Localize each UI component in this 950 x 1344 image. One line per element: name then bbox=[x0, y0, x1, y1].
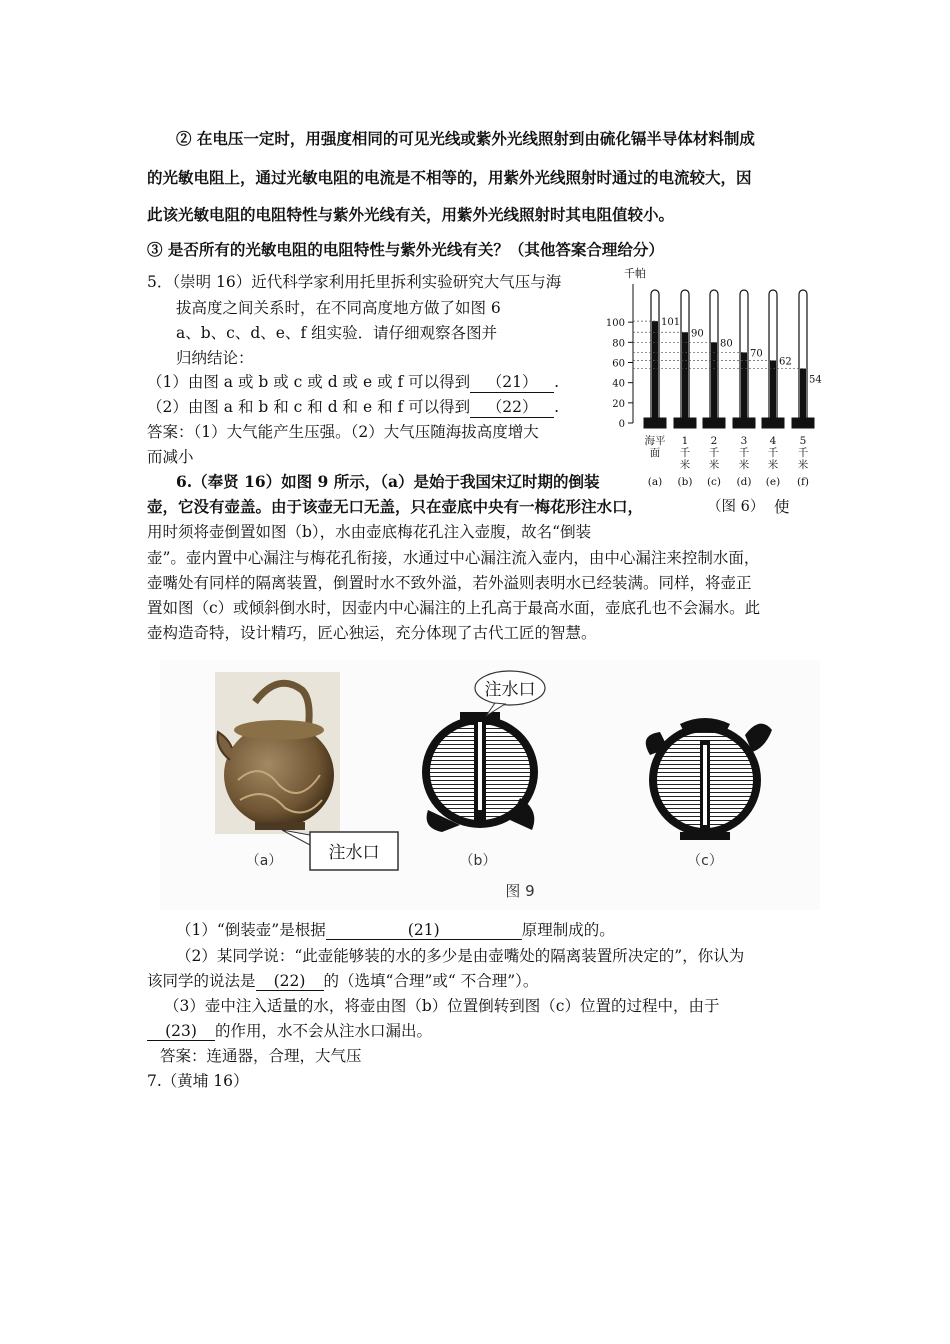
q6-sub1-end: 原理制成的。 bbox=[521, 921, 615, 939]
label-a: （a） bbox=[245, 853, 283, 869]
value-label: 101 bbox=[661, 317, 681, 329]
value-label: 70 bbox=[750, 348, 763, 360]
group-label: (b) bbox=[677, 476, 693, 488]
mercury-column bbox=[652, 321, 658, 423]
q6-line1: 6.（奉贤 16）如图 9 所示，（a）是始于我国宋辽时期的倒装 bbox=[176, 472, 600, 491]
category-label: 千 bbox=[679, 447, 691, 459]
q5-line4: 归纳结论： bbox=[176, 349, 254, 367]
answer-line-2a: ② 在电压一定时，用强度相同的可见光线或紫外光线照射到由硫化镉半导体材料制成 bbox=[176, 129, 755, 148]
mercury-column bbox=[741, 352, 747, 423]
q6-line2-text: 壶，它没有壶盖。由于该壶无口无盖，只在壶底中央有一梅花形注水口， bbox=[147, 497, 644, 516]
q6-sub2-line2 bbox=[147, 969, 538, 991]
q5-sub2 bbox=[147, 395, 559, 418]
q5-sub2-period: . bbox=[554, 398, 560, 416]
figure-6-caption: （图 6） bbox=[707, 499, 765, 515]
q6-sub3-line1: （3）壶中注入适量的水，将壶由图（b）位置倒转到图（c）位置的过程中，由于 bbox=[164, 997, 720, 1015]
mercury-dish bbox=[674, 418, 696, 428]
teapot-photo-a bbox=[215, 672, 340, 834]
y-tick-label: 80 bbox=[612, 338, 625, 350]
value-label: 90 bbox=[691, 328, 704, 340]
category-label: 3 bbox=[740, 435, 748, 447]
q6-line6: 置如图（c）或倾斜倒水时，因壶内中心漏注的上孔高于最高水面，壶底孔也不会漏水。此 bbox=[147, 599, 761, 617]
group-label: (e) bbox=[765, 476, 781, 488]
label-c: （c） bbox=[687, 853, 723, 869]
mercury-column bbox=[711, 342, 717, 423]
q6-sub2-text: 该同学的说法是 bbox=[147, 972, 256, 990]
mercury-dish bbox=[703, 418, 725, 428]
mercury-column bbox=[682, 332, 688, 423]
category-label: 千 bbox=[767, 447, 779, 459]
q6-line5: 壶嘴处有同样的隔离装置，倒置时水不致外溢，若外溢则表明水已经装满。同样，将壶正 bbox=[147, 574, 752, 592]
q6-answer: 答案：连通器，合理，大气压 bbox=[160, 1047, 362, 1065]
callout-top-text: 注水口 bbox=[484, 680, 536, 700]
q5-sub2-text: （2）由图 a 和 b 和 c 和 d 和 e 和 f 可以得到 bbox=[147, 398, 471, 416]
q6-sub1 bbox=[176, 918, 615, 940]
q5-answer-text: 答案：（1）大气能产生压强。（2）大气压随海拔高度增大 bbox=[147, 423, 539, 441]
blank-q6-21: (21) bbox=[326, 921, 522, 940]
barometer-chart bbox=[600, 262, 830, 492]
q5-line1: 5．（崇明 16）近代科学家利用托里拆利实验研究大气压与海 bbox=[147, 273, 562, 291]
blank-21: （21） bbox=[470, 370, 554, 393]
q5-line2: 拔高度之间关系时，在不同高度地方做了如图 6 bbox=[176, 299, 501, 317]
group-label: (c) bbox=[706, 476, 722, 488]
y-tick-label: 0 bbox=[618, 419, 625, 430]
q6-sub3-line2 bbox=[147, 1019, 432, 1041]
q6-sub2-line1: （2）某同学说：“此壶能够装的水的多少是由壶嘴处的隔离装置所决定的”，你认为 bbox=[176, 947, 745, 965]
category-label: 米 bbox=[767, 459, 779, 471]
q6-line7: 壶构造奇特，设计精巧，匠心独运，充分体现了古代工匠的智慧。 bbox=[147, 624, 597, 642]
y-tick-label: 40 bbox=[612, 378, 625, 390]
group-label: (a) bbox=[647, 476, 663, 488]
q5-answer-cont: 而减小 bbox=[147, 448, 194, 466]
q6-line4: 壶”。壶内置中心漏注与梅花孔衔接，水通过中心漏注流入壶内，由中心漏注来控制水面， bbox=[147, 549, 760, 567]
answer-line-3: ③ 是否所有的光敏电阻的电阻特性与紫外光线有关？（其他答案合理给分） bbox=[147, 240, 664, 259]
category-label: 米 bbox=[679, 459, 691, 471]
mercury-dish bbox=[644, 418, 666, 428]
group-label: (d) bbox=[736, 476, 752, 488]
q5-sub1 bbox=[147, 370, 559, 393]
blank-22: （22） bbox=[470, 395, 554, 418]
q5-sub1-period: . bbox=[554, 373, 560, 391]
category-label: 面 bbox=[649, 447, 661, 459]
category-label: 千 bbox=[797, 447, 809, 459]
group-label: (f) bbox=[796, 476, 810, 488]
category-label: 米 bbox=[797, 459, 809, 471]
blank-q6-22: (22) bbox=[256, 972, 324, 991]
q6-sub2-end: 的（选填“合理”或“ 不合理”）。 bbox=[323, 972, 539, 990]
label-b: （b） bbox=[459, 853, 497, 869]
mercury-dish bbox=[733, 418, 755, 428]
q5-line3: a、b、c、d、e、f 组实验．请仔细观察各图并 bbox=[176, 324, 498, 342]
q6-sub1-text: （1）“倒装壶”是根据 bbox=[176, 921, 326, 939]
answer-line-2c: 此该光敏电阻的电阻特性与紫外光线有关，用紫外光线照射时其电阻值较小。 bbox=[147, 205, 675, 224]
y-tick-label: 60 bbox=[612, 358, 625, 370]
category-label: 海平 bbox=[644, 435, 666, 447]
mercury-dish bbox=[762, 418, 784, 428]
figure-9-teapots bbox=[160, 660, 820, 910]
category-label: 米 bbox=[708, 459, 720, 471]
q6-line2 bbox=[147, 495, 643, 517]
q5-answer bbox=[147, 420, 539, 442]
y-tick-label: 100 bbox=[605, 318, 625, 330]
category-label: 1 bbox=[681, 435, 689, 447]
q6-line3: 用时须将壶倒置如图（b），水由壶底梅花孔注入壶腹，故名“倒装 bbox=[147, 523, 592, 541]
category-label: 4 bbox=[769, 435, 777, 447]
category-label: 千 bbox=[738, 447, 750, 459]
value-label: 62 bbox=[779, 356, 792, 368]
q6-line2-end: 使 bbox=[774, 498, 790, 516]
category-label: 米 bbox=[738, 459, 750, 471]
value-label: 80 bbox=[720, 338, 733, 350]
mercury-column bbox=[800, 369, 806, 423]
callout-bottom-text: 注水口 bbox=[328, 843, 380, 863]
y-tick-label: 20 bbox=[612, 398, 625, 410]
q6-sub3-end: 的作用，水不会从注水口漏出。 bbox=[215, 1022, 433, 1040]
category-label: 千 bbox=[708, 447, 720, 459]
category-label: 2 bbox=[710, 435, 718, 447]
q5-sub1-text: （1）由图 a 或 b 或 c 或 d 或 e 或 f 可以得到 bbox=[147, 373, 471, 391]
mercury-dish bbox=[792, 418, 814, 428]
value-label: 54 bbox=[809, 374, 822, 386]
y-axis-unit: 千帕 bbox=[624, 267, 646, 280]
mercury-column bbox=[770, 360, 776, 423]
q7-heading: 7.（黄埔 16） bbox=[147, 1072, 249, 1090]
figure-9-caption: 图 9 bbox=[505, 882, 535, 900]
answer-line-2b: 的光敏电阻上，通过光敏电阻的电流是不相等的，用紫外光线照射时通过的电流较大，因 bbox=[147, 168, 752, 187]
category-label: 5 bbox=[799, 435, 807, 447]
blank-q6-23: (23) bbox=[147, 1022, 215, 1041]
